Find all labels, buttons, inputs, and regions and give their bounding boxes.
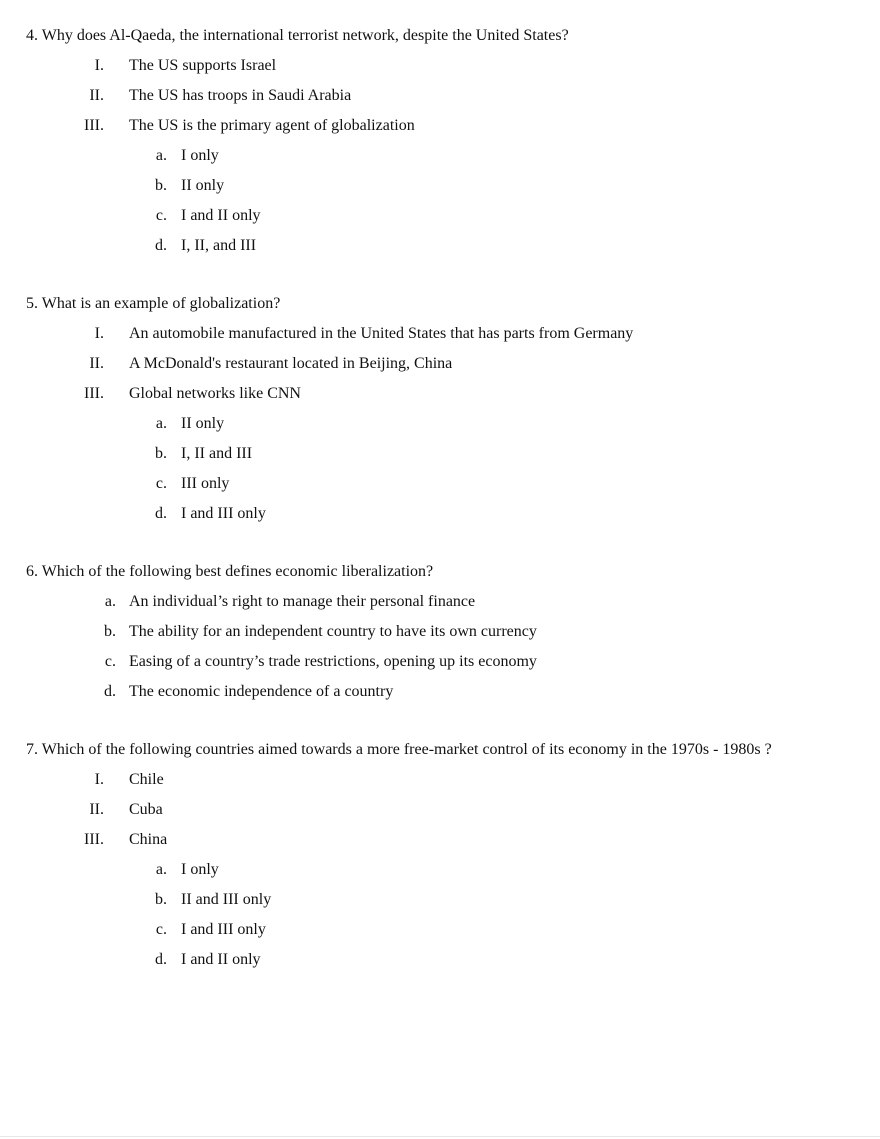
choice-text: The economic independence of a country — [129, 683, 394, 700]
choice-text: II only — [181, 415, 225, 432]
choice-marker: a. — [155, 147, 167, 164]
statement-text: The US is the primary agent of globalization — [129, 117, 415, 134]
choice-marker: c. — [155, 475, 167, 492]
choice-marker: b. — [155, 177, 167, 194]
page-bottom-edge — [0, 1136, 880, 1137]
statement-marker: III. — [84, 385, 104, 402]
answer-choice — [0, 587, 880, 617]
statement-text: Cuba — [129, 801, 163, 818]
question-4 — [0, 21, 880, 261]
statement-text: Global networks like CNN — [129, 385, 301, 402]
choice-text: III only — [181, 475, 230, 492]
answer-choice — [0, 231, 880, 261]
choice-text: I and III only — [181, 921, 266, 938]
choice-marker: c. — [155, 207, 167, 224]
answer-choice — [0, 677, 880, 707]
statement-marker: III. — [84, 831, 104, 848]
choice-marker: a. — [104, 593, 116, 610]
answer-choice — [0, 885, 880, 915]
statement-text: A McDonald's restaurant located in Beijing, China — [129, 355, 453, 372]
statement-item — [0, 379, 880, 409]
choice-text: I and II only — [181, 951, 261, 968]
statement-item — [0, 349, 880, 379]
answer-choice — [0, 141, 880, 171]
choice-marker: a. — [155, 861, 167, 878]
statement-item — [0, 825, 880, 855]
statement-marker: II. — [89, 87, 104, 104]
question-text-line — [0, 557, 880, 587]
choice-text: Easing of a country’s trade restrictions, opening up its economy — [129, 653, 537, 670]
statement-marker: II. — [89, 355, 104, 372]
question-7 — [0, 735, 880, 975]
statement-item — [0, 51, 880, 81]
answer-choice — [0, 201, 880, 231]
statement-text: The US has troops in Saudi Arabia — [129, 87, 352, 104]
statement-item — [0, 795, 880, 825]
choice-text: I, II, and III — [181, 237, 257, 254]
question-text: 5. What is an example of globalization? — [26, 295, 281, 312]
question-text-line — [0, 735, 880, 765]
choice-text: II and III only — [181, 891, 272, 908]
answer-choice — [0, 499, 880, 529]
choice-text: The ability for an independent country to have its own currency — [129, 623, 537, 640]
statement-marker: I. — [94, 771, 104, 788]
choice-marker: d. — [155, 951, 167, 968]
question-5 — [0, 289, 880, 529]
answer-choice — [0, 617, 880, 647]
choice-marker: c. — [104, 653, 116, 670]
question-text: 6. Which of the following best defines economic liberalization? — [26, 563, 434, 580]
choice-marker: c. — [155, 921, 167, 938]
choice-marker: b. — [155, 891, 167, 908]
statement-marker: III. — [84, 117, 104, 134]
answer-choice — [0, 915, 880, 945]
answer-choice — [0, 171, 880, 201]
choice-text: II only — [181, 177, 225, 194]
question-text: 7. Which of the following countries aimed towards a more free-market control of its economy in the 1970s - 1980s ? — [26, 741, 772, 758]
choice-text: I and II only — [181, 207, 261, 224]
statement-text: China — [129, 831, 168, 848]
choice-marker: a. — [155, 415, 167, 432]
choice-text: I, II and III — [181, 445, 253, 462]
statement-item — [0, 765, 880, 795]
answer-choice — [0, 439, 880, 469]
choice-marker: d. — [155, 237, 167, 254]
choice-marker: b. — [104, 623, 116, 640]
statement-text: Chile — [129, 771, 164, 788]
answer-choice — [0, 647, 880, 677]
question-text-line — [0, 21, 880, 51]
question-6 — [0, 557, 880, 707]
choice-marker: d. — [155, 505, 167, 522]
question-text-line — [0, 289, 880, 319]
statement-marker: II. — [89, 801, 104, 818]
question-text: 4. Why does Al-Qaeda, the international terrorist network, despite the United States? — [26, 27, 569, 44]
choice-marker: d. — [104, 683, 116, 700]
choice-text: I only — [181, 861, 219, 878]
answer-choice — [0, 945, 880, 975]
statement-text: The US supports Israel — [129, 57, 277, 74]
choice-marker: b. — [155, 445, 167, 462]
choice-text: I only — [181, 147, 219, 164]
answer-choice — [0, 409, 880, 439]
answer-choice — [0, 855, 880, 885]
statement-item — [0, 111, 880, 141]
statement-marker: I. — [94, 57, 104, 74]
choice-text: I and III only — [181, 505, 266, 522]
statement-marker: I. — [94, 325, 104, 342]
answer-choice — [0, 469, 880, 499]
statement-item — [0, 81, 880, 111]
statement-text: An automobile manufactured in the United States that has parts from Germany — [129, 325, 634, 342]
choice-text: An individual’s right to manage their personal finance — [129, 593, 476, 610]
statement-item — [0, 319, 880, 349]
